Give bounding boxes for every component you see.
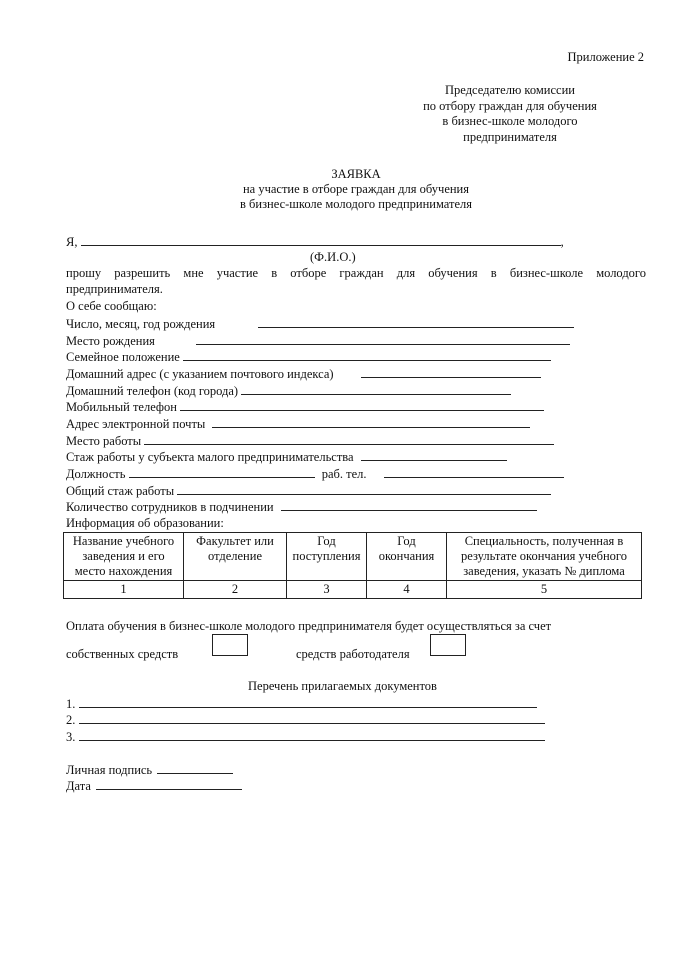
home-address-line[interactable] bbox=[361, 366, 541, 378]
workplace-line[interactable] bbox=[144, 433, 554, 445]
education-table-header-row bbox=[64, 533, 642, 581]
header-admission-year: Год поступления bbox=[287, 533, 367, 581]
date-line[interactable] bbox=[96, 778, 242, 790]
position-label: Должность bbox=[66, 467, 126, 481]
document-row-2 bbox=[66, 712, 545, 728]
signature-row bbox=[66, 762, 233, 778]
payment-text: Оплата обучения в бизнес-школе молодого предпринимателя будет осуществляться за счет bbox=[66, 619, 552, 633]
header-specialty: Специальность, полученная в результате окончания учебного заведения, указать № диплома bbox=[447, 533, 642, 581]
birth-place-row bbox=[66, 333, 570, 349]
addressee-line-4: предпринимателя bbox=[463, 129, 557, 144]
subordinates-row bbox=[66, 499, 537, 515]
marital-status-label: Семейное положение bbox=[66, 350, 180, 364]
mobile-phone-line[interactable] bbox=[180, 399, 544, 411]
date-label: Дата bbox=[66, 779, 91, 793]
birth-place-label: Место рождения bbox=[66, 334, 155, 348]
fio-input-line[interactable] bbox=[81, 234, 561, 246]
education-table bbox=[63, 532, 642, 599]
total-experience-label: Общий стаж работы bbox=[66, 484, 175, 498]
document-row-1 bbox=[66, 696, 537, 712]
column-number: 4 bbox=[367, 581, 447, 599]
birth-date-row bbox=[66, 316, 574, 332]
document-number: 3. bbox=[66, 730, 76, 744]
signature-line[interactable] bbox=[157, 762, 233, 774]
date-row bbox=[66, 778, 242, 794]
marital-status-row bbox=[66, 349, 551, 365]
addressee-block bbox=[380, 83, 640, 145]
addressee-line-1: Председателю комиссии bbox=[445, 83, 575, 97]
column-number: 2 bbox=[184, 581, 287, 599]
small-business-experience-label: Стаж работы у субъекта малого предпринимательства bbox=[66, 450, 354, 464]
document-line-2[interactable] bbox=[79, 712, 545, 724]
home-phone-line[interactable] bbox=[241, 383, 511, 395]
small-business-experience-row bbox=[66, 449, 507, 465]
home-phone-row bbox=[66, 383, 511, 399]
addressee-line-3: в бизнес-школе молодого bbox=[442, 114, 578, 128]
header-institution: Название учебного заведения и его место нахождения bbox=[64, 533, 184, 581]
position-line[interactable] bbox=[129, 466, 315, 478]
documents-title: Перечень прилагаемых документов bbox=[248, 679, 437, 693]
document-number: 1. bbox=[66, 697, 76, 711]
subtitle-line-1: на участие в отборе граждан для обучения bbox=[242, 182, 470, 196]
mobile-phone-row bbox=[66, 399, 544, 415]
subordinates-line[interactable] bbox=[281, 499, 537, 511]
column-number: 3 bbox=[287, 581, 367, 599]
i-label: Я, bbox=[66, 235, 78, 249]
fio-row: Я, , bbox=[66, 235, 564, 249]
column-number: 5 bbox=[447, 581, 642, 599]
header-faculty: Факультет или отделение bbox=[184, 533, 287, 581]
home-address-label: Домашний адрес (с указанием почтового индекса) bbox=[66, 367, 334, 381]
email-label: Адрес электронной почты bbox=[66, 417, 206, 431]
document-number: 2. bbox=[66, 713, 76, 727]
small-business-experience-line[interactable] bbox=[361, 449, 507, 461]
request-text-line-2: предпринимателя. bbox=[66, 282, 163, 296]
home-address-row bbox=[66, 366, 541, 382]
position-row bbox=[66, 466, 564, 482]
title-block bbox=[180, 167, 532, 212]
birth-date-line[interactable] bbox=[258, 316, 574, 328]
email-line[interactable] bbox=[212, 416, 530, 428]
workplace-row bbox=[66, 433, 554, 449]
education-info-label: Информация об образовании: bbox=[66, 516, 224, 530]
subtitle-line-2: в бизнес-школе молодого предпринимателя bbox=[240, 197, 472, 211]
home-phone-label: Домашний телефон (код города) bbox=[66, 384, 239, 398]
column-number: 1 bbox=[64, 581, 184, 599]
request-text-line-1: прошу разрешить мне участие в отборе граждан для обучения в бизнес-школе молодого bbox=[66, 266, 646, 280]
subordinates-label: Количество сотрудников в подчинении bbox=[66, 500, 274, 514]
birth-place-line[interactable] bbox=[196, 333, 570, 345]
workplace-label: Место работы bbox=[66, 434, 142, 448]
addressee-line-2: по отбору граждан для обучения bbox=[423, 98, 597, 113]
about-me-label: О себе сообщаю: bbox=[66, 299, 157, 313]
signature-label: Личная подпись bbox=[66, 763, 153, 777]
total-experience-line[interactable] bbox=[177, 483, 551, 495]
education-table-number-row bbox=[64, 581, 642, 599]
employer-funds-checkbox[interactable] bbox=[430, 634, 466, 656]
own-funds-checkbox[interactable] bbox=[212, 634, 248, 656]
mobile-phone-label: Мобильный телефон bbox=[66, 400, 177, 414]
work-phone-line[interactable] bbox=[384, 466, 564, 478]
document-line-1[interactable] bbox=[79, 696, 537, 708]
employer-funds-label: средств работодателя bbox=[296, 647, 410, 661]
document-row-3 bbox=[66, 729, 545, 745]
appendix-label: Приложение 2 bbox=[567, 50, 644, 64]
email-row bbox=[66, 416, 530, 432]
page-title: ЗАЯВКА bbox=[331, 167, 381, 181]
work-phone-label: раб. тел. bbox=[321, 467, 367, 481]
total-experience-row bbox=[66, 483, 551, 499]
fio-caption: (Ф.И.О.) bbox=[310, 250, 356, 264]
marital-status-line[interactable] bbox=[183, 349, 551, 361]
header-graduation-year: Год окончания bbox=[367, 533, 447, 581]
document-line-3[interactable] bbox=[79, 729, 545, 741]
own-funds-label: собственных средств bbox=[66, 647, 179, 661]
birth-date-label: Число, месяц, год рождения bbox=[66, 317, 216, 331]
